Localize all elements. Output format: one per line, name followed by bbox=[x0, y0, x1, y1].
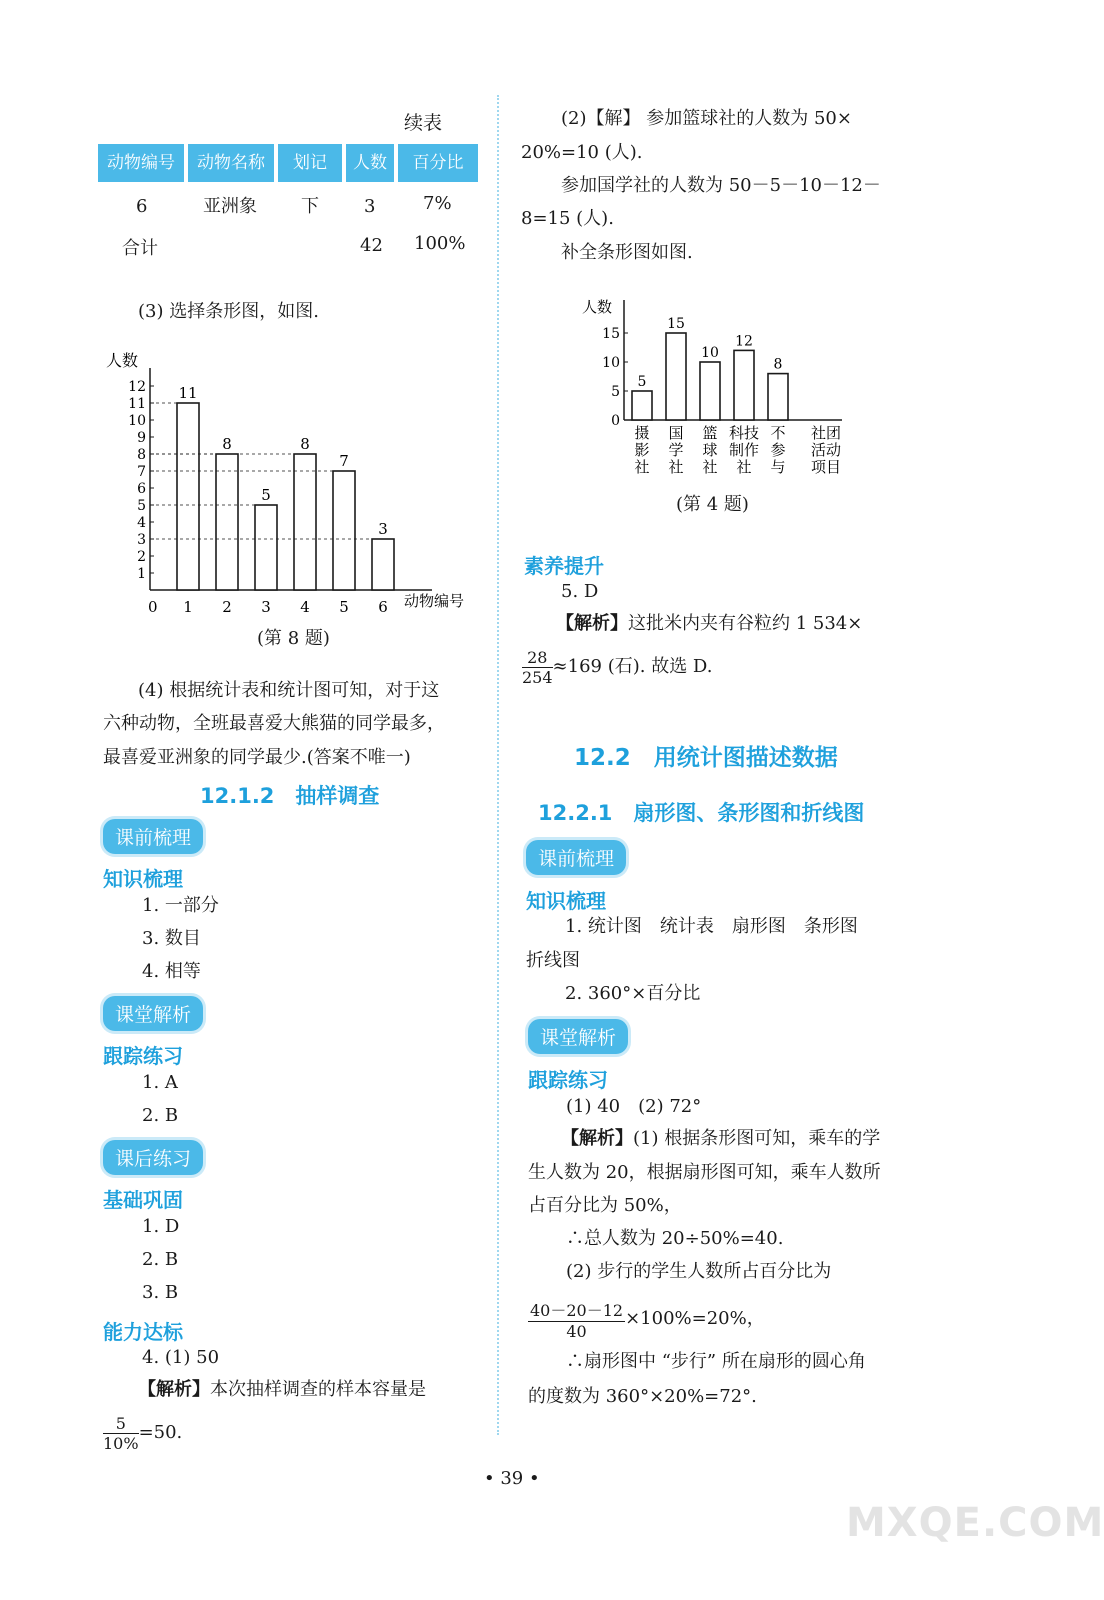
q4-line2: 六种动物，全班最喜爱大熊猫的同学最多， bbox=[103, 713, 445, 734]
y-tick-label: 0 bbox=[611, 413, 620, 429]
q4-line1: (4) 根据统计表和统计图可知，对于这 bbox=[138, 680, 440, 701]
table-cell: 下 bbox=[301, 196, 319, 217]
data-label: 7 bbox=[339, 452, 349, 470]
analysis-tag: 【解析】 bbox=[556, 613, 628, 634]
y-axis-label: 人数 bbox=[582, 298, 613, 316]
data-label: 8 bbox=[773, 356, 783, 373]
data-label: 3 bbox=[378, 520, 388, 538]
subsection-title-12-2-1: 12.2.1 扇形图、条形图和折线图 bbox=[538, 801, 865, 825]
sub-nldb: 能力达标 bbox=[103, 1320, 183, 1344]
answer-item: 2. B bbox=[142, 1105, 179, 1126]
fraction: $\frac{28}{254}$ bbox=[522, 648, 553, 687]
knowledge-item: 1. 统计图 统计表 扇形图 条形图 bbox=[565, 916, 858, 937]
analysis-tag: 【解析】 bbox=[561, 1128, 633, 1149]
x-tick-label: 社 bbox=[668, 458, 684, 476]
p3-line2: 的度数为 360°×20%=72°. bbox=[528, 1386, 757, 1407]
r1-line2: 20%=10 (人). bbox=[521, 142, 643, 163]
answer-item: 4. (1) 50 bbox=[142, 1347, 220, 1368]
bar bbox=[255, 505, 277, 590]
x-tick-label: 影 bbox=[634, 441, 650, 459]
bar bbox=[177, 403, 199, 590]
x-tick-label: 参 bbox=[770, 441, 786, 459]
analysis-text: 本次抽样调查的样本容量是 bbox=[210, 1379, 426, 1400]
answer-item: (1) 40 (2) 72° bbox=[566, 1096, 702, 1117]
x-tick-label: 2 bbox=[222, 598, 232, 616]
fraction-line bbox=[522, 648, 712, 687]
bar bbox=[216, 454, 238, 590]
section-title-12-1-2: 12.1.2 抽样调查 bbox=[200, 784, 380, 808]
table-cell: 6 bbox=[136, 196, 148, 217]
p1-line3: 占百分比为 50%， bbox=[528, 1195, 682, 1216]
fraction-result: =50. bbox=[138, 1422, 183, 1443]
table-cell: 合计 bbox=[122, 238, 158, 259]
answer-item: 5. D bbox=[561, 581, 599, 602]
pill-ktjx: 课堂解析 bbox=[528, 1019, 628, 1054]
p1-line2: 生人数为 20，根据扇形图可知，乘车人数所 bbox=[528, 1162, 881, 1183]
right-chart-caption: (第 4 题) bbox=[676, 494, 749, 515]
p1-line1: 【解析】(1) 根据条形图可知，乘车的学 bbox=[561, 1128, 881, 1149]
data-label: 15 bbox=[667, 316, 685, 332]
table-caption: 续表 bbox=[404, 112, 443, 134]
page-number: • 39 • bbox=[484, 1468, 540, 1489]
bar bbox=[372, 539, 394, 590]
x-tick-label: 社 bbox=[736, 458, 752, 476]
bar bbox=[768, 374, 788, 420]
r2-line2: 8=15 (人). bbox=[521, 208, 614, 229]
bar bbox=[294, 454, 316, 590]
x-tick-label: 不 bbox=[770, 424, 786, 442]
x-tick-label: 摄 bbox=[634, 424, 650, 442]
section-title-12-2: 12.2 用统计图描述数据 bbox=[574, 745, 838, 771]
y-tick-label: 5 bbox=[137, 498, 146, 514]
r1-line1: (2)【解】 参加篮球社的人数为 50× bbox=[561, 108, 852, 129]
table-cell: 亚洲象 bbox=[203, 196, 257, 217]
x-tick-label: 篮 bbox=[702, 424, 718, 442]
knowledge-item: 3. 数目 bbox=[142, 928, 201, 949]
x-tick-label: 球 bbox=[702, 441, 718, 459]
table-header-cell: 动物编号 bbox=[98, 144, 184, 182]
column-divider bbox=[497, 95, 499, 1435]
table-cell: 7% bbox=[423, 193, 452, 214]
bar bbox=[666, 333, 686, 420]
r2-line1: 参加国学社的人数为 50－5－10－12－ bbox=[561, 175, 881, 196]
data-label: 10 bbox=[701, 345, 719, 361]
x-tick-label: 社 bbox=[634, 458, 650, 476]
data-label: 11 bbox=[178, 384, 198, 402]
p3-line1: ∴扇形图中 “步行” 所在扇形的圆心角 bbox=[566, 1351, 866, 1372]
analysis-text: 这批米内夹有谷粒约 1 534× bbox=[628, 613, 863, 634]
fraction-line bbox=[103, 1414, 182, 1453]
x-tick-label: 与 bbox=[770, 458, 786, 476]
knowledge-item: 折线图 bbox=[526, 950, 580, 971]
x-axis-label: 动物编号 bbox=[404, 592, 465, 610]
data-label: 12 bbox=[735, 333, 753, 350]
x-axis-label: 活动 bbox=[810, 441, 842, 459]
knowledge-item: 4. 相等 bbox=[142, 961, 201, 982]
pill-kqsl: 课前梳理 bbox=[526, 840, 626, 875]
y-axis-label: 人数 bbox=[106, 351, 139, 370]
x-axis-label: 社团 bbox=[810, 424, 842, 442]
y-tick-label: 2 bbox=[137, 549, 146, 565]
table-cell: 100% bbox=[414, 233, 466, 254]
answer-item: 1. A bbox=[142, 1072, 178, 1093]
y-tick-label: 15 bbox=[602, 326, 620, 342]
sub-zssl: 知识梳理 bbox=[526, 889, 606, 913]
bar bbox=[632, 391, 652, 420]
y-tick-label: 3 bbox=[137, 532, 146, 548]
sub-jcgg: 基础巩固 bbox=[103, 1188, 183, 1212]
pill-kqsl: 课前梳理 bbox=[103, 819, 203, 854]
x-tick-label: 6 bbox=[378, 598, 388, 616]
x-tick-label: 国 bbox=[668, 424, 684, 442]
origin-label: 0 bbox=[148, 598, 158, 616]
x-tick-label: 1 bbox=[183, 598, 193, 616]
sub-gzlx: 跟踪练习 bbox=[528, 1068, 608, 1092]
q3-text: (3) 选择条形图，如图. bbox=[138, 301, 319, 322]
sub-zssl: 知识梳理 bbox=[103, 867, 183, 891]
x-tick-label: 制作 bbox=[728, 441, 760, 459]
y-tick-label: 8 bbox=[137, 447, 146, 463]
bar bbox=[700, 362, 720, 420]
pill-ktjx: 课堂解析 bbox=[103, 996, 203, 1031]
x-tick-label: 社 bbox=[702, 458, 718, 476]
p1-line4: ∴总人数为 20÷50%=40. bbox=[566, 1228, 784, 1249]
p2-line1: (2) 步行的学生人数所占百分比为 bbox=[566, 1261, 832, 1282]
y-tick-label: 1 bbox=[137, 566, 146, 582]
x-tick-label: 4 bbox=[300, 598, 310, 616]
fraction: $\frac{5}{10\%}$ bbox=[103, 1414, 139, 1453]
r3: 补全条形图如图. bbox=[561, 242, 693, 263]
table-header-cell: 百分比 bbox=[398, 144, 478, 182]
data-label: 8 bbox=[300, 435, 310, 453]
p2-fraction-line bbox=[528, 1298, 765, 1341]
right-bar-chart bbox=[570, 290, 860, 490]
y-tick-label: 10 bbox=[602, 355, 620, 371]
table-header-cell: 动物名称 bbox=[188, 144, 274, 182]
answer-item: 1. D bbox=[142, 1216, 180, 1237]
y-tick-label: 12 bbox=[128, 379, 146, 395]
left-bar-chart bbox=[90, 340, 490, 620]
fraction-result: ×100%=20%， bbox=[625, 1308, 765, 1329]
bar bbox=[333, 471, 355, 590]
table-header-cell: 划记 bbox=[278, 144, 342, 182]
sub-gzlx: 跟踪练习 bbox=[103, 1044, 183, 1068]
table-cell: 42 bbox=[360, 235, 383, 256]
q4-line3: 最喜爱亚洲象的同学最少.(答案不唯一) bbox=[103, 747, 411, 768]
fraction: $\frac{40-20-12}{40}$ bbox=[528, 1298, 625, 1341]
knowledge-item: 1. 一部分 bbox=[142, 895, 219, 916]
x-axis-label: 项目 bbox=[810, 458, 842, 476]
left-chart-caption: (第 8 题) bbox=[257, 628, 330, 649]
pill-khlx: 课后练习 bbox=[103, 1140, 203, 1175]
analysis-line bbox=[138, 1381, 426, 1399]
fraction-result: ≈169 (石). 故选 D. bbox=[552, 656, 713, 677]
analysis-tag: 【解析】 bbox=[138, 1379, 210, 1400]
y-tick-label: 10 bbox=[128, 413, 146, 429]
x-tick-label: 学 bbox=[668, 441, 684, 459]
data-label: 8 bbox=[222, 435, 232, 453]
sub-syts: 素养提升 bbox=[524, 554, 604, 578]
y-tick-label: 4 bbox=[137, 515, 146, 531]
table-header-cell: 人数 bbox=[346, 144, 394, 182]
y-tick-label: 5 bbox=[611, 384, 620, 400]
data-label: 5 bbox=[261, 486, 271, 504]
x-tick-label: 科技 bbox=[728, 424, 760, 442]
x-tick-label: 5 bbox=[339, 598, 349, 616]
y-tick-label: 11 bbox=[128, 396, 146, 412]
y-tick-label: 9 bbox=[137, 430, 146, 446]
answer-item: 3. B bbox=[142, 1282, 179, 1303]
y-tick-label: 6 bbox=[137, 481, 146, 497]
watermark: MXQE.COM bbox=[846, 1500, 1104, 1546]
knowledge-item: 2. 360°×百分比 bbox=[565, 983, 701, 1004]
data-label: 5 bbox=[637, 374, 647, 390]
x-tick-label: 3 bbox=[261, 598, 271, 616]
table-cell: 3 bbox=[364, 196, 376, 217]
answer-item: 2. B bbox=[142, 1249, 179, 1270]
y-tick-label: 7 bbox=[137, 464, 146, 480]
bar bbox=[734, 350, 754, 420]
analysis-line bbox=[556, 615, 862, 633]
